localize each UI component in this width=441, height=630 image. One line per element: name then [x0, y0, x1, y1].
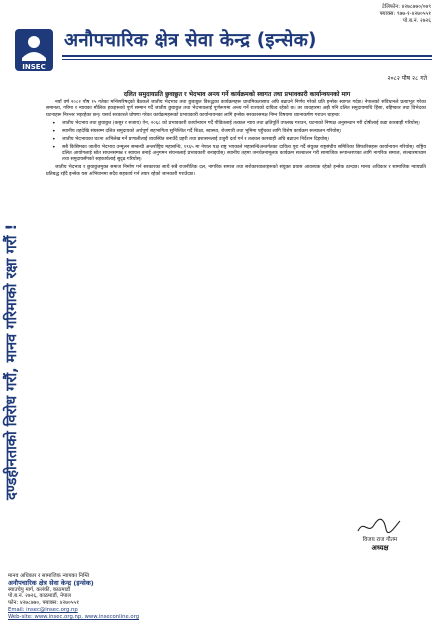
list-item	[46, 145, 426, 164]
bullet-icon: •	[52, 135, 56, 143]
bullet-icon: •	[52, 127, 56, 135]
top-contact-block	[380, 4, 431, 25]
signatory-name: विजय राज गौतम	[362, 537, 398, 543]
list-item-text: जातीय भेदभाव तथा छुवाछुत (कसुर र सजाय) ऐन, २०६८ को प्रभावकारी कार्यान्वयन गर्दै पीडितलाई तत्काल न्याय तथा क्षतिपूर्ति उपलब्ध गराउन, घटनाको निष्पक्ष अनुसन्धान गरी दोषीलाई कडा कारबाही गरियोस्।	[62, 120, 420, 126]
list-item	[46, 137, 426, 143]
list-item-text: सबै किसिमका जातीय भेदभाव उन्मूलन सम्बन्धी अन्तर्राष्ट्रिय महासन्धि, १९६५ मा नेपाल पक्ष राष्ट्र भएकाले महासन्धिअन्तर्गतका दायित्व पूरा गर्दै संयुक्त राष्ट्रसंघीय समितिका सिफारिसहरू कार्यान्वयन गरियोस्। राष्ट्रिय दलित आयोगलाई स्रोत साधनसम्पन्न र स्वायत्त बनाई अनुगमन संयन्त्रलाई प्रभावकारी बनाइयोस्। स्थानीय तहमा जनचेतनामूलक कार्यक्रम सञ्चालन गरी सामाजिक रूपान्तरणका लागि नागरिक समाज, सञ्चारमाध्यम तथा समुदायसँगको सहकार्यलाई सुदृढ गरियोस्।	[62, 144, 426, 163]
bullet-icon: •	[52, 119, 56, 127]
letter-body	[46, 100, 426, 180]
logo-text: INSEC	[22, 63, 46, 71]
footer-org-name: अनौपचारिक क्षेत्र सेवा केन्द्र (इन्सेक)	[8, 578, 94, 587]
list-item	[46, 121, 426, 127]
footer-address: स्याउचेपु मार्ग, कलंकी, काठमाडौं	[8, 586, 71, 593]
intro-paragraph: नयाँ वर्ष २०८२ पौष १५ गतेका मन्त्रिपरिषद्को बैठकले जातीय भेदभाव तथा छुवाछुत विरुद्धका कार्यक्रमहरू प्राथमिकतासाथ अघि बढाउने निर्णय गरेको प्रति इन्सेक स्वागत गर्दछ। नेपालको संविधानले प्रत्याभूत गरेका समानता, गरिमा र न्यायका मौलिक हकहरूको पूर्ण सम्मान गर्दै जातीय छुवाछुत तथा भेदभावलाई पूर्णरूपमा अन्त्य गर्ने राज्यको दायित्व रहेको छ। तर व्यवहारमा अझै पनि दलित समुदायमाथि हिंसा, बहिष्कार तथा विभेदका घटनाहरू निरन्तर भइरहेका छन्। यसर्थ सरकारले घोषणा गरेका कार्यक्रमहरूको प्रभावकारी कार्यान्वयनका लागि इन्सेक सरकारसमक्ष निम्न विषयमा ध्यानाकर्षण गराउन चाहन्छ:	[46, 100, 426, 118]
insec-logo	[14, 28, 54, 72]
signature-mark	[356, 515, 402, 537]
list-item	[46, 129, 426, 135]
footer-website-link[interactable]: Web-site: www.insec.org.np, www.inseconline.org	[8, 613, 140, 620]
list-item-text: स्थानीय तहदेखि संघसम्म दलित समुदायको अर्थपूर्ण सहभागिता सुनिश्चित गर्दै शिक्षा, स्वास्थ्य, रोजगारी तथा भूमिमा पहुँचका लागि विशेष कार्यक्रम सञ्चालन गरियोस्।	[62, 128, 342, 134]
signatory-title: अध्यक्ष	[371, 544, 389, 552]
margin-slogan: दण्डहीनताको विरोध गरौं, मानव गरिमाको रक्षा गरौं !	[4, 223, 20, 500]
footer-block	[8, 573, 308, 621]
contact-phone: टेलिफोन: ४२७८७७०/०७९	[382, 4, 431, 10]
footer-phone: फोन: ४२७८७७०, फ्याक्स: ४२७०५५१	[8, 600, 79, 607]
footer-tagline: मानव अधिकार र सामाजिक न्यायका निम्ति	[8, 573, 90, 579]
demand-list	[46, 121, 426, 164]
org-title: अनौपचारिक क्षेत्र सेवा केन्द्र (इन्सेक)	[64, 30, 317, 51]
contact-fax: फ्याक्स: ९७७-१-४२७०५५१	[379, 11, 431, 17]
footer-pobox: पो.ब.नं. २७२६, काठमाडौं, नेपाल	[8, 593, 72, 600]
contact-pobox: पो.ब.नं. २७२६	[402, 18, 431, 24]
header-rule	[62, 55, 432, 57]
release-date: २०८२ पौष २८ गते	[387, 75, 427, 82]
closing-paragraph: जातीय भेदभाव र छुवाछुतमुक्त समाज निर्माण गर्न सरकारका साथै सबै राजनीतिक दल, नागरिक समाज तथा सरोकारवालाहरूको संयुक्त प्रयास आवश्यक रहेको इन्सेक ठान्दछ। मानव अधिकार र सामाजिक न्यायप्रति प्रतिबद्ध रहँदै इन्सेक यस अभियानमा सदैव सहकार्य गर्न तयार रहेको जानकारी गराउँदछ।	[46, 165, 426, 177]
header-rule-thin	[62, 59, 432, 60]
bullet-icon: •	[52, 143, 56, 151]
list-item-text: जातीय भेदभावका घटना अभिलेख गर्ने प्रणालीलाई व्यवस्थित बनाउँदै प्रहरी तथा प्रशासनलाई उजुरी दर्ता गर्न र तत्काल कारबाही अघि बढाउन निर्देशन दिइयोस्।	[62, 136, 329, 142]
footer-email-link[interactable]: Email: insec@insec.org.np	[8, 606, 78, 613]
subject-line: दलित समुदायप्रति छुवाछुत र भेदभाव अन्त्य गर्ने कार्यक्रमको स्वागत तथा प्रभावकारी कार्यान्वयनको माग	[123, 91, 351, 98]
